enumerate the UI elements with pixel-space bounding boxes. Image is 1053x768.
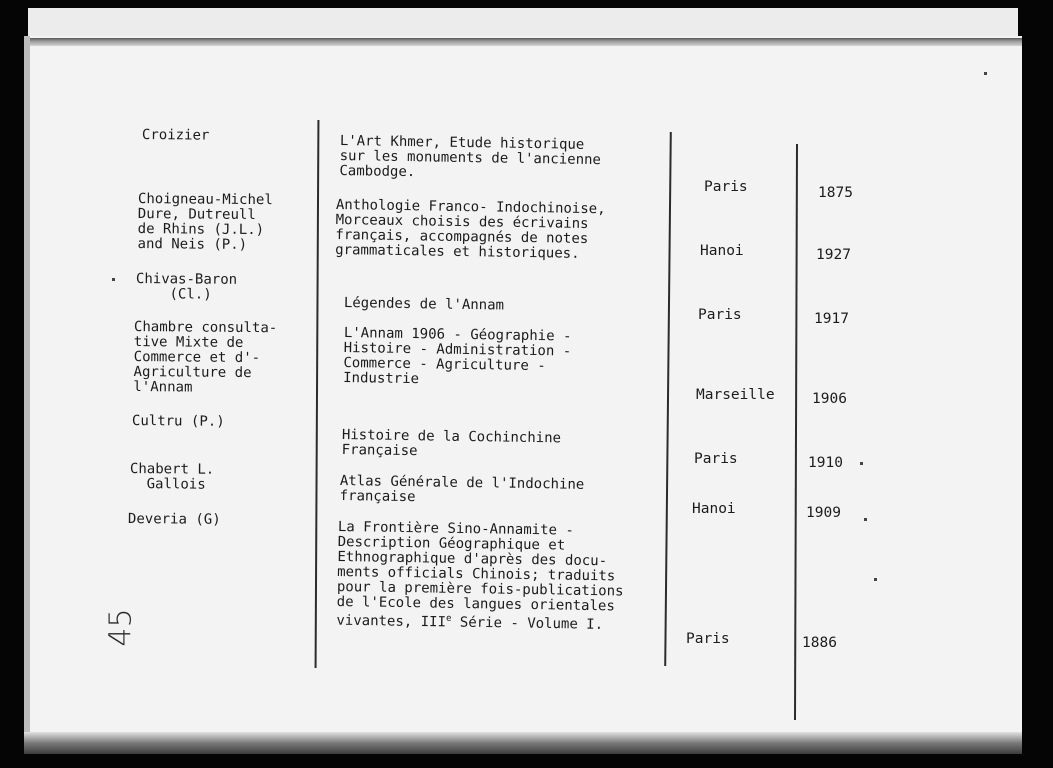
document-page — [24, 36, 1022, 754]
scan-speck — [874, 578, 877, 581]
entry-title: Anthologie Franco- Indochinoise, Morceaux choisis des écrivains français, accompagnés de notes grammaticales et historiques. — [335, 197, 606, 262]
entry-title: La Frontière Sino-Annamite - Description Géographique et Ethnographique d'après des docu- ments officials Chinois; traduits pour la première fois-publications de l'Ecole des langues orientales vivantes, IIIe Série - Volume I. — [336, 519, 624, 633]
entry-year: 1917 — [814, 311, 849, 327]
page-number: 45 — [103, 608, 139, 647]
entry-place: Hanoi — [692, 501, 736, 517]
scan-speck — [860, 462, 863, 465]
entry-title: L'Art Khmer, Etude historique sur les monuments de l'ancienne Cambodge. — [339, 133, 602, 181]
scan-speck — [984, 72, 987, 75]
entry-year: 1909 — [806, 505, 841, 521]
entry-place: Marseille — [696, 387, 775, 403]
entry-author: Croizier — [141, 127, 210, 144]
entry-place: Paris — [704, 179, 748, 195]
entry-year: 1927 — [816, 247, 851, 263]
entry-title: Légendes de l'Annam — [343, 295, 505, 314]
entry-author: Chambre consulta- tive Mixte de Commerce et d'- Agriculture de l'Annam — [133, 319, 278, 396]
entry-year: 1910 — [808, 455, 843, 471]
entry-place: Paris — [686, 631, 730, 647]
entry-author: Deveria (G) — [127, 511, 221, 528]
entry-year: 1906 — [812, 391, 847, 407]
entry-year: 1875 — [818, 185, 853, 201]
column-rule-title-place — [664, 132, 672, 666]
scan-top-strip — [28, 8, 1018, 38]
page-top-edge — [24, 38, 1022, 46]
scan-speck — [112, 278, 115, 281]
superscript-e: e — [445, 613, 452, 624]
entry-author: Chivas-Baron (Cl.) — [135, 271, 238, 303]
entry-title: Histoire de la Cochinchine Française — [341, 427, 562, 460]
column-rule-author-title — [315, 120, 320, 668]
entry-author: Cultru (P.) — [131, 413, 225, 430]
scan-speck — [864, 518, 867, 521]
entry-author: Chabert L. Gallois — [129, 461, 215, 493]
entry-author: Choigneau-Michel Dure, Dutreull de Rhins (J.L.) and Neis (P.) — [137, 191, 273, 253]
entry-place: Paris — [694, 451, 738, 467]
page-left-edge — [24, 36, 30, 754]
entry-place: Paris — [698, 307, 742, 323]
entry-title: L'Annam 1906 - Géographie - Histoire - Administration - Commerce - Agriculture - Industrie — [343, 325, 572, 388]
entry-title: Atlas Générale de l'Indochine française — [339, 473, 585, 506]
column-rule-place-year — [794, 144, 798, 720]
entry-year: 1886 — [802, 635, 837, 651]
page-bottom-edge — [24, 732, 1022, 754]
entry-place: Hanoi — [700, 243, 744, 259]
